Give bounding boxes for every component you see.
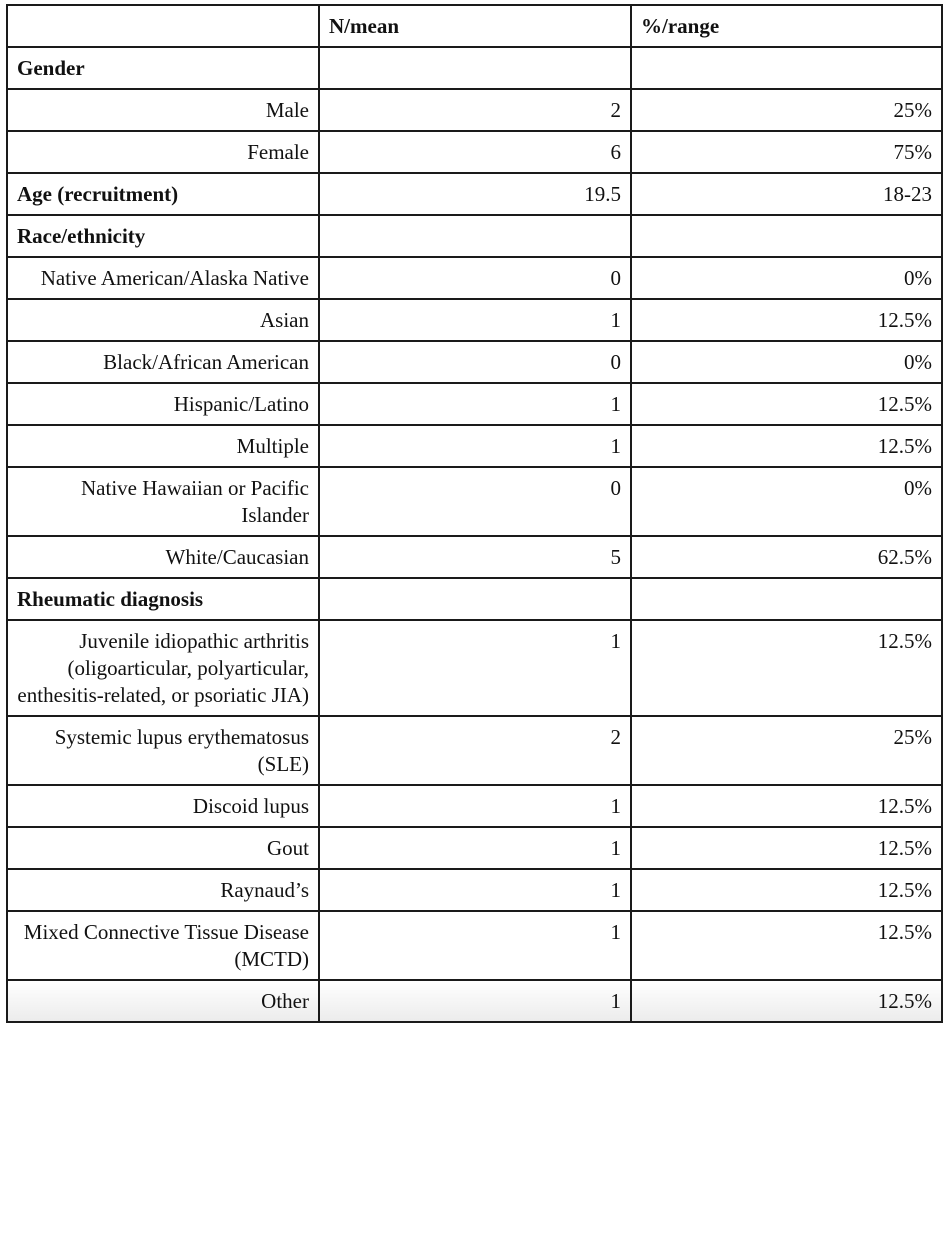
pct-range-value: 12.5% [631,980,942,1022]
table-row [7,383,942,425]
pct-range-value: 12.5% [631,425,942,467]
table-row [7,911,942,980]
n-mean-value [319,578,631,620]
row-label: Male [7,89,319,131]
table-row [7,299,942,341]
n-mean-value: 1 [319,785,631,827]
category-row [7,47,942,89]
pct-range-value [631,47,942,89]
pct-range-value: 25% [631,716,942,785]
pct-range-value: 12.5% [631,383,942,425]
n-mean-value: 0 [319,467,631,536]
table-row [7,980,942,1022]
row-label: Juvenile idiopathic arthritis (oligoarticular, polyarticular, enthesitis-related, or psoriatic JIA) [7,620,319,716]
category-row [7,215,942,257]
row-label: Native American/Alaska Native [7,257,319,299]
table-row [7,827,942,869]
row-label: Asian [7,299,319,341]
pct-range-value: 62.5% [631,536,942,578]
row-label: White/Caucasian [7,536,319,578]
category-label: Rheumatic diagnosis [7,578,319,620]
category-row [7,578,942,620]
n-mean-value: 6 [319,131,631,173]
pct-range-value: 0% [631,257,942,299]
table-row [7,467,942,536]
row-label: Discoid lupus [7,785,319,827]
pct-range-value: 0% [631,467,942,536]
row-label: Hispanic/Latino [7,383,319,425]
n-mean-value: 0 [319,341,631,383]
pct-range-value: 18-23 [631,173,942,215]
pct-range-value: 25% [631,89,942,131]
header-row [7,5,942,47]
n-mean-value [319,215,631,257]
n-mean-value: 2 [319,89,631,131]
demographics-table [6,4,943,1023]
table-body [7,5,942,1022]
n-mean-value: 1 [319,425,631,467]
n-mean-value: 1 [319,383,631,425]
pct-range-value: 75% [631,131,942,173]
table-row [7,536,942,578]
table-row [7,869,942,911]
n-mean-value: 1 [319,827,631,869]
pct-range-value [631,215,942,257]
n-mean-value [319,47,631,89]
category-label: Race/ethnicity [7,215,319,257]
header-cell-blank [7,5,319,47]
n-mean-value: 0 [319,257,631,299]
row-label: Gout [7,827,319,869]
pct-range-value [631,578,942,620]
row-label: Other [7,980,319,1022]
row-label: Native Hawaiian or Pacific Islander [7,467,319,536]
table-row [7,131,942,173]
table-row [7,620,942,716]
row-label: Raynaud’s [7,869,319,911]
table-row [7,425,942,467]
n-mean-value: 1 [319,299,631,341]
category-label: Gender [7,47,319,89]
row-label: Mixed Connective Tissue Disease (MCTD) [7,911,319,980]
row-label: Systemic lupus erythematosus (SLE) [7,716,319,785]
n-mean-value: 5 [319,536,631,578]
pct-range-value: 0% [631,341,942,383]
pct-range-value: 12.5% [631,827,942,869]
table-row [7,716,942,785]
n-mean-value: 1 [319,620,631,716]
pct-range-value: 12.5% [631,869,942,911]
table-row [7,341,942,383]
category-label: Age (recruitment) [7,173,319,215]
header-cell-pct-range: %/range [631,5,942,47]
row-label: Black/African American [7,341,319,383]
pct-range-value: 12.5% [631,785,942,827]
header-cell-n-mean: N/mean [319,5,631,47]
n-mean-value: 1 [319,911,631,980]
n-mean-value: 2 [319,716,631,785]
n-mean-value: 1 [319,980,631,1022]
n-mean-value: 1 [319,869,631,911]
n-mean-value: 19.5 [319,173,631,215]
table-row [7,785,942,827]
table-row [7,257,942,299]
pct-range-value: 12.5% [631,299,942,341]
row-label: Multiple [7,425,319,467]
category-row [7,173,942,215]
row-label: Female [7,131,319,173]
pct-range-value: 12.5% [631,911,942,980]
pct-range-value: 12.5% [631,620,942,716]
table-row [7,89,942,131]
